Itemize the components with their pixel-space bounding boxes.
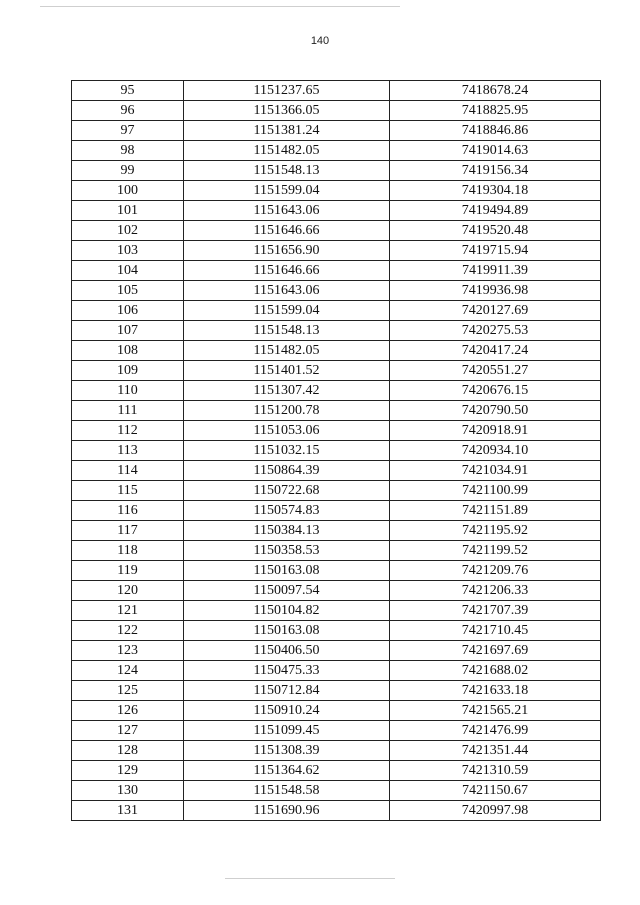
x-coordinate-cell: 1150475.33 [184, 661, 390, 681]
x-coordinate-cell: 1150358.53 [184, 541, 390, 561]
point-number-cell: 104 [72, 261, 184, 281]
y-coordinate-cell: 7421209.76 [390, 561, 601, 581]
table-row [72, 401, 601, 421]
x-coordinate-cell: 1150864.39 [184, 461, 390, 481]
table-row [72, 521, 601, 541]
point-number-cell: 115 [72, 481, 184, 501]
y-coordinate-cell: 7418846.86 [390, 121, 601, 141]
point-number-cell: 107 [72, 321, 184, 341]
x-coordinate-cell: 1151656.90 [184, 241, 390, 261]
point-number-cell: 106 [72, 301, 184, 321]
x-coordinate-cell: 1151643.06 [184, 281, 390, 301]
table-row [72, 781, 601, 801]
x-coordinate-cell: 1151548.13 [184, 161, 390, 181]
x-coordinate-cell: 1151548.13 [184, 321, 390, 341]
table-row [72, 301, 601, 321]
x-coordinate-cell: 1151482.05 [184, 141, 390, 161]
point-number-cell: 129 [72, 761, 184, 781]
table-row [72, 681, 601, 701]
table-row [72, 421, 601, 441]
table-row [72, 481, 601, 501]
y-coordinate-cell: 7419936.98 [390, 281, 601, 301]
point-number-cell: 114 [72, 461, 184, 481]
point-number-cell: 124 [72, 661, 184, 681]
table-row [72, 261, 601, 281]
y-coordinate-cell: 7419304.18 [390, 181, 601, 201]
bottom-scan-rule [225, 878, 395, 879]
x-coordinate-cell: 1151401.52 [184, 361, 390, 381]
x-coordinate-cell: 1150163.08 [184, 561, 390, 581]
point-number-cell: 113 [72, 441, 184, 461]
point-number-cell: 108 [72, 341, 184, 361]
point-number-cell: 112 [72, 421, 184, 441]
point-number-cell: 105 [72, 281, 184, 301]
x-coordinate-cell: 1151646.66 [184, 261, 390, 281]
point-number-cell: 120 [72, 581, 184, 601]
coordinates-table [71, 80, 601, 821]
x-coordinate-cell: 1151308.39 [184, 741, 390, 761]
table-row [72, 661, 601, 681]
table-row [72, 741, 601, 761]
table-row [72, 361, 601, 381]
top-scan-rule [40, 6, 400, 7]
table-row [72, 541, 601, 561]
x-coordinate-cell: 1151053.06 [184, 421, 390, 441]
point-number-cell: 130 [72, 781, 184, 801]
table-row [72, 101, 601, 121]
point-number-cell: 109 [72, 361, 184, 381]
y-coordinate-cell: 7419494.89 [390, 201, 601, 221]
table-row [72, 181, 601, 201]
y-coordinate-cell: 7419156.34 [390, 161, 601, 181]
point-number-cell: 102 [72, 221, 184, 241]
x-coordinate-cell: 1150163.08 [184, 621, 390, 641]
x-coordinate-cell: 1151646.66 [184, 221, 390, 241]
y-coordinate-cell: 7419715.94 [390, 241, 601, 261]
y-coordinate-cell: 7421206.33 [390, 581, 601, 601]
x-coordinate-cell: 1151548.58 [184, 781, 390, 801]
table-row [72, 641, 601, 661]
table-row [72, 381, 601, 401]
point-number-cell: 111 [72, 401, 184, 421]
y-coordinate-cell: 7421633.18 [390, 681, 601, 701]
x-coordinate-cell: 1151032.15 [184, 441, 390, 461]
point-number-cell: 122 [72, 621, 184, 641]
table-row [72, 141, 601, 161]
table-row [72, 721, 601, 741]
table-row [72, 621, 601, 641]
x-coordinate-cell: 1150406.50 [184, 641, 390, 661]
point-number-cell: 127 [72, 721, 184, 741]
point-number-cell: 121 [72, 601, 184, 621]
y-coordinate-cell: 7418825.95 [390, 101, 601, 121]
point-number-cell: 118 [72, 541, 184, 561]
table-row [72, 501, 601, 521]
x-coordinate-cell: 1151482.05 [184, 341, 390, 361]
point-number-cell: 128 [72, 741, 184, 761]
y-coordinate-cell: 7421476.99 [390, 721, 601, 741]
y-coordinate-cell: 7421707.39 [390, 601, 601, 621]
x-coordinate-cell: 1150910.24 [184, 701, 390, 721]
point-number-cell: 123 [72, 641, 184, 661]
table-row [72, 461, 601, 481]
x-coordinate-cell: 1151364.62 [184, 761, 390, 781]
x-coordinate-cell: 1151599.04 [184, 181, 390, 201]
page-number: 140 [310, 35, 330, 47]
table-row [72, 121, 601, 141]
x-coordinate-cell: 1151643.06 [184, 201, 390, 221]
y-coordinate-cell: 7421688.02 [390, 661, 601, 681]
x-coordinate-cell: 1151690.96 [184, 801, 390, 821]
y-coordinate-cell: 7421100.99 [390, 481, 601, 501]
point-number-cell: 110 [72, 381, 184, 401]
point-number-cell: 101 [72, 201, 184, 221]
y-coordinate-cell: 7419911.39 [390, 261, 601, 281]
y-coordinate-cell: 7420790.50 [390, 401, 601, 421]
table-row [72, 441, 601, 461]
point-number-cell: 125 [72, 681, 184, 701]
y-coordinate-cell: 7421697.69 [390, 641, 601, 661]
point-number-cell: 96 [72, 101, 184, 121]
coordinates-table-body [72, 81, 601, 821]
y-coordinate-cell: 7420417.24 [390, 341, 601, 361]
x-coordinate-cell: 1150712.84 [184, 681, 390, 701]
point-number-cell: 103 [72, 241, 184, 261]
y-coordinate-cell: 7420676.15 [390, 381, 601, 401]
x-coordinate-cell: 1151099.45 [184, 721, 390, 741]
x-coordinate-cell: 1151237.65 [184, 81, 390, 101]
table-row [72, 281, 601, 301]
y-coordinate-cell: 7421195.92 [390, 521, 601, 541]
x-coordinate-cell: 1150384.13 [184, 521, 390, 541]
table-row [72, 561, 601, 581]
x-coordinate-cell: 1151200.78 [184, 401, 390, 421]
y-coordinate-cell: 7421034.91 [390, 461, 601, 481]
table-row [72, 601, 601, 621]
y-coordinate-cell: 7418678.24 [390, 81, 601, 101]
y-coordinate-cell: 7421151.89 [390, 501, 601, 521]
y-coordinate-cell: 7421710.45 [390, 621, 601, 641]
y-coordinate-cell: 7420551.27 [390, 361, 601, 381]
y-coordinate-cell: 7421150.67 [390, 781, 601, 801]
point-number-cell: 95 [72, 81, 184, 101]
table-row [72, 161, 601, 181]
point-number-cell: 116 [72, 501, 184, 521]
table-row [72, 221, 601, 241]
x-coordinate-cell: 1151599.04 [184, 301, 390, 321]
x-coordinate-cell: 1150097.54 [184, 581, 390, 601]
y-coordinate-cell: 7420275.53 [390, 321, 601, 341]
y-coordinate-cell: 7420997.98 [390, 801, 601, 821]
table-row [72, 701, 601, 721]
x-coordinate-cell: 1150574.83 [184, 501, 390, 521]
y-coordinate-cell: 7420934.10 [390, 441, 601, 461]
x-coordinate-cell: 1151381.24 [184, 121, 390, 141]
y-coordinate-cell: 7421199.52 [390, 541, 601, 561]
table-row [72, 81, 601, 101]
point-number-cell: 98 [72, 141, 184, 161]
point-number-cell: 126 [72, 701, 184, 721]
y-coordinate-cell: 7420918.91 [390, 421, 601, 441]
x-coordinate-cell: 1151366.05 [184, 101, 390, 121]
table-row [72, 761, 601, 781]
y-coordinate-cell: 7421351.44 [390, 741, 601, 761]
point-number-cell: 99 [72, 161, 184, 181]
point-number-cell: 100 [72, 181, 184, 201]
table-row [72, 341, 601, 361]
point-number-cell: 117 [72, 521, 184, 541]
table-row [72, 581, 601, 601]
y-coordinate-cell: 7419014.63 [390, 141, 601, 161]
table-row [72, 321, 601, 341]
y-coordinate-cell: 7420127.69 [390, 301, 601, 321]
y-coordinate-cell: 7421565.21 [390, 701, 601, 721]
table-row [72, 241, 601, 261]
y-coordinate-cell: 7419520.48 [390, 221, 601, 241]
point-number-cell: 131 [72, 801, 184, 821]
point-number-cell: 97 [72, 121, 184, 141]
x-coordinate-cell: 1150104.82 [184, 601, 390, 621]
point-number-cell: 119 [72, 561, 184, 581]
x-coordinate-cell: 1151307.42 [184, 381, 390, 401]
table-row [72, 201, 601, 221]
y-coordinate-cell: 7421310.59 [390, 761, 601, 781]
x-coordinate-cell: 1150722.68 [184, 481, 390, 501]
table-row [72, 801, 601, 821]
